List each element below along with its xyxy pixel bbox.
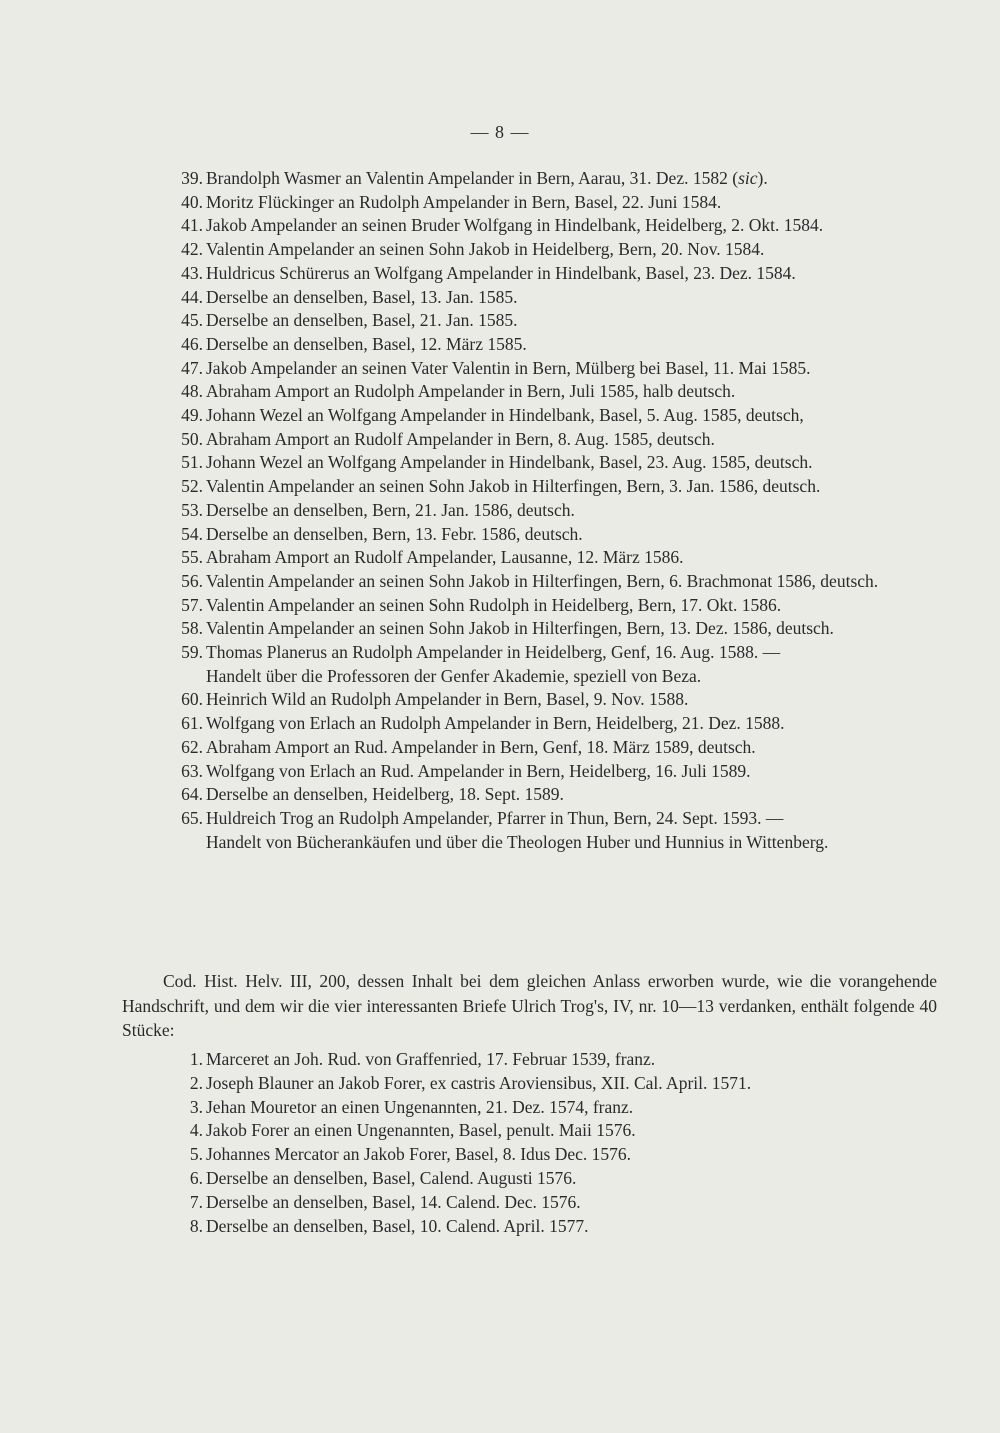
item-line: Wolfgang von Erlach an Rud. Ampelander in Bern, Heidelberg, 16. Juli 1589.: [206, 760, 751, 781]
list-item: [163, 286, 938, 310]
item-number: 55.: [181, 547, 203, 568]
item-number: 5.: [189, 1144, 203, 1165]
list-item: [163, 380, 938, 404]
item-text: [203, 191, 938, 215]
item-line: Valentin Ampelander an seinen Sohn Jakob in Hilterfingen, Bern, 3. Jan. 1586, deutsch.: [206, 476, 821, 497]
list-item: [163, 1119, 938, 1143]
item-number: 59.: [181, 642, 203, 663]
item-line: Abraham Amport an Rudolf Ampelander in Bern, 8. Aug. 1585, deutsch.: [206, 428, 715, 449]
item-text: Derselbe an denselben, Basel, Calend. Augusti 1576.: [206, 1167, 577, 1188]
item-line: Derselbe an denselben, Bern, 13. Febr. 1586, deutsch.: [206, 523, 583, 544]
item-line: Derselbe an denselben, Bern, 21. Jan. 1586, deutsch.: [206, 499, 575, 520]
item-line: Derselbe an denselben, Heidelberg, 18. Sept. 1589.: [206, 784, 564, 805]
item-line: Valentin Ampelander an seinen Sohn Jakob in Hilterfingen, Bern, 6. Brachmonat 1586, deutsch.: [206, 570, 879, 591]
item-line: Jakob Ampelander an seinen Bruder Wolfgang in Hindelbank, Heidelberg, 2. Okt. 1584.: [206, 215, 824, 236]
list-item: [163, 1048, 938, 1072]
item-line: Abraham Amport an Rudolf Ampelander, Lausanne, 12. März 1586.: [206, 547, 684, 568]
list-item: [163, 238, 938, 262]
item-number: 49.: [181, 405, 203, 426]
item-number: 45.: [181, 310, 203, 331]
item-text: [203, 546, 938, 570]
list-item: [163, 760, 938, 784]
item-number: 60.: [181, 689, 203, 710]
item-line: Valentin Ampelander an seinen Sohn Jakob in Heidelberg, Bern, 20. Nov. 1584.: [206, 239, 765, 260]
item-number: 4.: [189, 1120, 203, 1141]
item-text: Joseph Blauner an Jakob Forer, ex castris Aroviensibus, XII. Cal. April. 1571.: [206, 1072, 752, 1093]
list-item: [163, 1191, 938, 1215]
item-number: 42.: [181, 239, 203, 260]
list-item: [163, 1143, 938, 1167]
item-text: [203, 617, 938, 641]
item-text: [203, 286, 938, 310]
item-line: Thomas Planerus an Rudolph Ampelander in Heidelberg, Genf, 16. Aug. 1588. —: [206, 642, 781, 663]
list-item: [163, 546, 938, 570]
item-text: [203, 404, 938, 428]
item-line: Valentin Ampelander an seinen Sohn Rudolph in Heidelberg, Bern, 17. Okt. 1586.: [206, 594, 782, 615]
item-text: Derselbe an denselben, Basel, 10. Calend. April. 1577.: [206, 1215, 589, 1236]
item-line: Derselbe an denselben, Basel, 13. Jan. 1585.: [206, 286, 518, 307]
item-text: [203, 641, 938, 688]
item-text: [203, 736, 938, 760]
item-text: [203, 333, 938, 357]
item-text: [203, 594, 938, 618]
item-line: Abraham Amport an Rud. Ampelander in Bern, Genf, 18. März 1589, deutsch.: [206, 736, 756, 757]
item-text: [203, 451, 938, 475]
item-number: 8.: [189, 1215, 203, 1236]
item-text: [203, 238, 938, 262]
item-number: 3.: [189, 1096, 203, 1117]
item-line: Derselbe an denselben, Basel, 12. März 1585.: [206, 333, 527, 354]
item-text: [203, 570, 938, 594]
item-line: Handelt von Bücherankäufen und über die Theologen Huber und Hunnius in Wittenberg.: [206, 831, 829, 852]
item-text: [203, 807, 938, 854]
list-item: [163, 1215, 938, 1239]
item-line: Huldreich Trog an Rudolph Ampelander, Pfarrer in Thun, Bern, 24. Sept. 1593. —: [206, 807, 784, 828]
item-line: Johann Wezel an Wolfgang Ampelander in Hindelbank, Basel, 23. Aug. 1585, deutsch.: [206, 452, 813, 473]
item-text: Derselbe an denselben, Basel, 14. Calend. Dec. 1576.: [206, 1191, 581, 1212]
item-text: [203, 214, 938, 238]
item-number: 56.: [181, 570, 203, 591]
list-item: [163, 807, 938, 854]
item-text: Marceret an Joh. Rud. von Graffenried, 17. Februar 1539, franz.: [206, 1049, 656, 1069]
item-line: Derselbe an denselben, Basel, 21. Jan. 1585.: [206, 310, 518, 331]
list-item: [163, 1096, 938, 1120]
list-item: [163, 262, 938, 286]
item-text: [203, 475, 938, 499]
item-line: Handelt über die Professoren der Genfer Akademie, speziell von Beza.: [206, 665, 702, 686]
item-text: [203, 688, 938, 712]
item-text: [203, 499, 938, 523]
item-number: 57.: [181, 594, 203, 615]
list-item: [163, 357, 938, 381]
item-text: [203, 380, 938, 404]
list-item: [163, 404, 938, 428]
item-text: [203, 760, 938, 784]
item-number: 40.: [181, 191, 203, 212]
item-text: Jakob Forer an einen Ungenannten, Basel, penult. Maii 1576.: [206, 1120, 636, 1141]
item-line: Heinrich Wild an Rudolph Ampelander in Bern, Basel, 9. Nov. 1588.: [206, 689, 689, 710]
list-item: [163, 451, 938, 475]
item-number: 65.: [181, 807, 203, 828]
item-line: Abraham Amport an Rudolph Ampelander in Bern, Juli 1585, halb deutsch.: [206, 381, 736, 402]
item-number: 39.: [181, 168, 203, 188]
letter-list-2: [163, 1048, 938, 1238]
item-line: Brandolph Wasmer an Valentin Ampelander in Bern, Aarau, 31. Dez. 1582 (sic).: [206, 168, 768, 188]
item-number: 44.: [181, 286, 203, 307]
body-paragraph: Cod. Hist. Helv. III, 200, dessen Inhalt bei dem gleichen Anlass erworben wurde, wie die vorangehende Handschrift, und dem wir die vier interessanten Briefe Ulrich Trog's, IV, nr. 10—13 verdanken, enthält folgende 40 Stücke:: [122, 971, 937, 1040]
item-text: [203, 262, 938, 286]
list-item: [163, 712, 938, 736]
item-number: 1.: [189, 1049, 203, 1069]
item-text: [203, 523, 938, 547]
list-item: [163, 617, 938, 641]
item-number: 7.: [189, 1191, 203, 1212]
list-item: [163, 214, 938, 238]
item-number: 46.: [181, 333, 203, 354]
item-line: Jakob Ampelander an seinen Vater Valentin in Bern, Mülberg bei Basel, 11. Mai 1585.: [206, 357, 811, 378]
item-number: 43.: [181, 262, 203, 283]
item-number: 52.: [181, 476, 203, 497]
list-item: [163, 736, 938, 760]
item-number: 63.: [181, 760, 203, 781]
item-line: Johann Wezel an Wolfgang Ampelander in Hindelbank, Basel, 5. Aug. 1585, deutsch,: [206, 405, 804, 426]
item-line: Valentin Ampelander an seinen Sohn Jakob in Hilterfingen, Bern, 13. Dez. 1586, deutsch.: [206, 618, 834, 639]
item-text: [203, 309, 938, 333]
item-number: 64.: [181, 784, 203, 805]
list-item: [163, 428, 938, 452]
list-item: [163, 333, 938, 357]
item-number: 48.: [181, 381, 203, 402]
item-line: Moritz Flückinger an Rudolph Ampelander in Bern, Basel, 22. Juni 1584.: [206, 191, 722, 212]
item-number: 58.: [181, 618, 203, 639]
list-item: [163, 499, 938, 523]
list-item: [163, 309, 938, 333]
item-number: 62.: [181, 736, 203, 757]
list-item: [163, 523, 938, 547]
item-number: 51.: [181, 452, 203, 473]
list-item: [163, 641, 938, 688]
item-number: 61.: [181, 713, 203, 734]
list-item: [163, 570, 938, 594]
list-item: [163, 191, 938, 215]
list-item: [163, 1072, 938, 1096]
item-line: Huldricus Schürerus an Wolfgang Ampelander in Hindelbank, Basel, 23. Dez. 1584.: [206, 262, 796, 283]
item-text: [203, 712, 938, 736]
item-number: 53.: [181, 499, 203, 520]
list-item: [163, 167, 938, 191]
item-number: 41.: [181, 215, 203, 236]
list-item: [163, 1167, 938, 1191]
item-text: Jehan Mouretor an einen Ungenannten, 21. Dez. 1574, franz.: [206, 1096, 634, 1117]
item-text: Johannes Mercator an Jakob Forer, Basel, 8. Idus Dec. 1576.: [206, 1144, 632, 1165]
item-number: 6.: [189, 1167, 203, 1188]
page-number: — 8 —: [470, 122, 530, 142]
list-item: [163, 783, 938, 807]
item-text: [203, 783, 938, 807]
item-number: 47.: [181, 357, 203, 378]
list-item: [163, 594, 938, 618]
item-number: 50.: [181, 428, 203, 449]
list-item: [163, 475, 938, 499]
item-text: [203, 428, 938, 452]
item-number: 54.: [181, 523, 203, 544]
letter-list: [163, 167, 938, 854]
item-text: [203, 167, 938, 191]
item-line: Wolfgang von Erlach an Rudolph Ampelander in Bern, Heidelberg, 21. Dez. 1588.: [206, 713, 785, 734]
item-text: [203, 357, 938, 381]
list-item: [163, 688, 938, 712]
item-number: 2.: [189, 1072, 203, 1093]
